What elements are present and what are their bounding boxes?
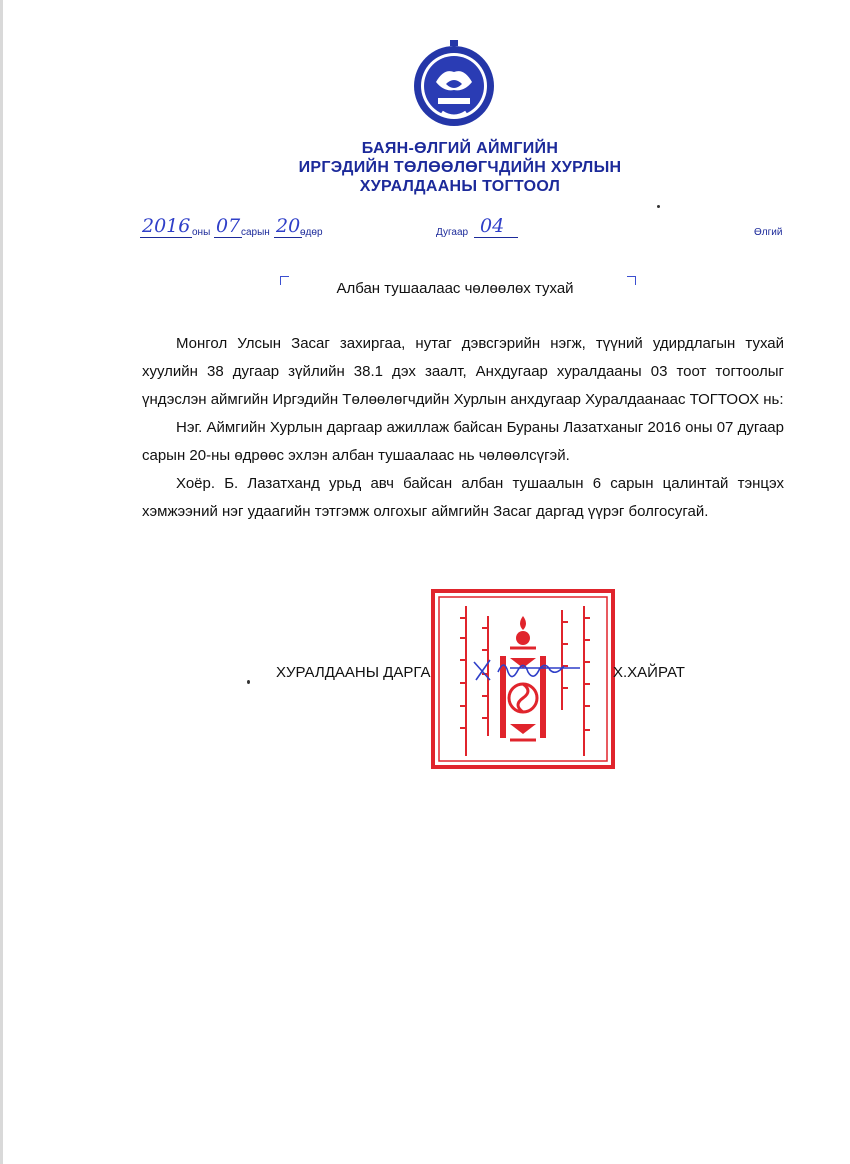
state-emblem-icon	[412, 38, 496, 130]
handwritten-signature-icon	[470, 652, 590, 686]
place-name: Өлгий	[754, 227, 783, 238]
date-day: 20	[276, 215, 301, 237]
document-body	[142, 330, 784, 526]
subject-bracket-left	[280, 276, 289, 285]
signatory-name: Х.ХАЙРАТ	[613, 664, 685, 681]
document-number: 04	[474, 215, 518, 238]
signatory-title: ХУРАЛДААНЫ ДАРГА	[276, 664, 431, 681]
scan-speck	[657, 205, 660, 208]
document-subject: Албан тушаалаас чөлөөлөх тухай	[336, 280, 574, 297]
header-doc-type: ХУРАЛДААНЫ ТОГТООЛ	[359, 178, 561, 195]
body-paragraph-3: Хоёр. Б. Лазатханд урьд авч байсан албан тушаалын 6 сарын цалинтай тэнцэх хэмжээний нэг удаагийн тэтгэмж олгохыг аймгийн Засаг даргад үүрэг болгосугай.	[142, 475, 784, 520]
date-number-line	[140, 214, 790, 238]
number-label: Дугаар	[436, 227, 469, 238]
date-day-suffix: өдөр	[300, 227, 323, 238]
date-year: 2016	[142, 215, 191, 237]
subject-bracket-right	[627, 276, 636, 285]
body-paragraph-1: Монгол Улсын Засаг захиргаа, нутаг дэвсгэрийн нэгж, түүний удирдлагын тухай хуулийн 38 дугаар зүйлийн 38.1 дэх заалт, Анхдугаар хуралдааны 03 тоот тогтоолыг үндэслэн аймгийн Иргэдийн Төлөөлөгчдийн Хурлын анхдугаар Хуралдаанаас ТОГТООХ нь:	[142, 335, 784, 408]
header-aimag: БАЯН-ӨЛГИЙ АЙМГИЙН	[361, 140, 559, 157]
scan-speck	[247, 680, 250, 684]
page-edge	[0, 0, 3, 1164]
body-paragraph-2: Нэг. Аймгийн Хурлын даргаар ажиллаж байсан Бураны Лазатханыг 2016 оны 07 дугаар сарын 20-ны өдрөөс эхлэн албан тушаалаас нь чөлөөлсүгэй.	[142, 419, 784, 464]
header-council: ИРГЭДИЙН ТӨЛӨӨЛӨГЧДИЙН ХУРЛЫН	[298, 159, 622, 176]
date-month: 07	[216, 215, 241, 237]
date-year-suffix: оны	[192, 227, 211, 238]
date-month-suffix: сарын	[241, 227, 270, 238]
